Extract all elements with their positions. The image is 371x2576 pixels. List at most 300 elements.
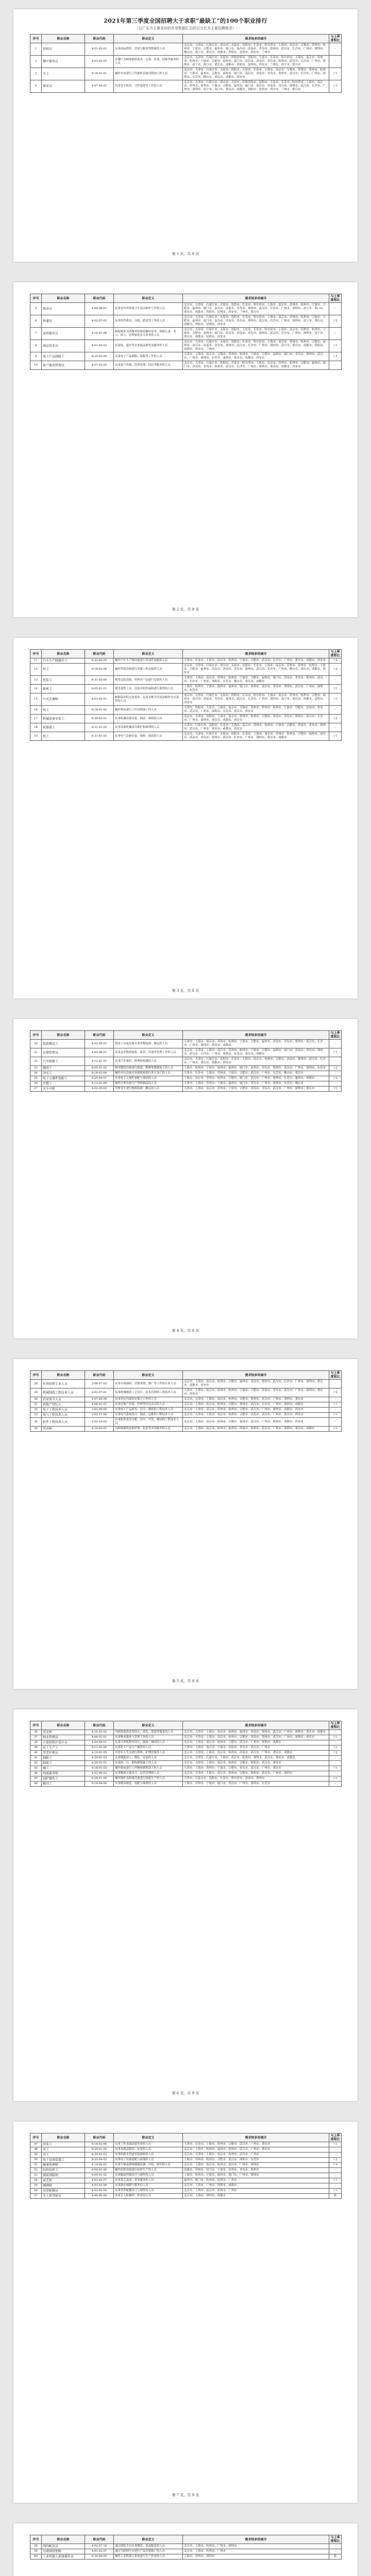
- cell-occupation-code: 4-03-02-08: [85, 2183, 114, 2189]
- cell-definition: 从事机械设备安装、调试、维修的人员: [114, 715, 183, 723]
- cell-change: ↑1: [329, 2142, 342, 2147]
- cell-seq: 46: [30, 1782, 42, 1787]
- cell-occupation-code: 6-25-03-00: [85, 352, 114, 361]
- header-definition: 职业定义: [114, 1721, 183, 1730]
- cell-occupation-name: 网约配送员: [42, 2544, 85, 2549]
- table-row: [30, 2549, 342, 2554]
- table-row: [30, 56, 342, 68]
- cell-definition: 在餐厅为顾客提供迎宾、点菜、传菜、结账等服务的人员: [114, 56, 183, 68]
- cell-cities: 天津市、上海市、南京市、宁波市、济南市、青岛市、武汉市、广州市: [183, 1745, 329, 1751]
- cell-definition: 从事物流方案设计、运营管理的人员: [114, 1771, 183, 1776]
- cell-change: ↑2: [329, 715, 342, 723]
- header-definition: 职业定义: [114, 294, 183, 303]
- cell-occupation-name: 治安保卫人员: [42, 1397, 85, 1402]
- table-row: [30, 1771, 342, 1776]
- cell-change: ↓1: [329, 732, 342, 741]
- table-row: [30, 732, 342, 741]
- cell-change: -: [329, 1071, 342, 1076]
- table-row: [30, 693, 342, 706]
- cell-change: -: [329, 1761, 342, 1766]
- cell-seq: 7: [30, 328, 42, 340]
- cell-change: ↓2: [329, 1066, 342, 1071]
- table-row: [30, 340, 342, 352]
- table-header-row: [30, 294, 342, 303]
- header-code: 职业代码: [85, 650, 114, 658]
- cell-occupation-name: 车工: [42, 68, 85, 80]
- cell-seq: 3: [30, 68, 42, 80]
- cell-definition: 从事客户咨询、投诉处理、回访等服务的人员: [114, 361, 183, 370]
- cell-definition: 对老年人生活进行照料、护理的服务人员: [114, 1751, 183, 1756]
- cell-seq: 30: [30, 1397, 42, 1402]
- header-seq: 序号: [30, 35, 42, 43]
- header-change: 与上季度相比: [329, 1721, 342, 1730]
- table-row: [30, 1766, 342, 1771]
- cell-seq: 20: [30, 1040, 42, 1048]
- cell-seq: 27: [30, 1087, 42, 1092]
- document-page: [13, 282, 358, 617]
- table-row: [30, 1745, 342, 1751]
- cell-cities: 北京市、天津市、石家庄市、太原市、沈阳市、长春市、哈尔滨市、上海市、南京市、苏州市、杭州市、合肥市、福州市、南昌市、济南市、青岛市、郑州市、武汉市、长沙市、广州市、深圳市、南宁市、重庆市、成都市、昆明市、西安市: [183, 693, 329, 706]
- header-change: 与上季度相比: [329, 2535, 342, 2544]
- cell-change: ↓1: [329, 340, 342, 352]
- header-code: 职业代码: [85, 1031, 114, 1040]
- table-row: [30, 723, 342, 732]
- cell-change: -: [329, 361, 342, 370]
- cell-change: -: [329, 303, 342, 315]
- cell-definition: 从事物业服务与管理工作的人员: [114, 1735, 183, 1740]
- cell-cities: 上海市、杭州市、宁波市、温州市、福州市、厦门市、泉州市、青岛市、郑州市、武汉市、广州市、深圳市、东莞市: [183, 1066, 329, 1071]
- header-seq: 序号: [30, 1721, 42, 1730]
- cell-definition: 根据要求为所服务的家庭操持家务，照顾儿童、老人、病人，管理家庭有关事务的人员: [114, 328, 183, 340]
- cell-occupation-name: 物业管理员: [42, 1735, 85, 1740]
- cell-change: -: [329, 56, 342, 68]
- header-cities: 需求较多的城市: [183, 2133, 329, 2142]
- cell-seq: 23: [30, 1066, 42, 1071]
- header-seq: 序号: [30, 1371, 42, 1380]
- cell-definition: 从事酒水调制与服务的人员: [114, 2183, 183, 2189]
- table-row: [30, 658, 342, 664]
- table-row: [30, 361, 342, 370]
- table-row: [30, 1751, 342, 1756]
- cell-occupation-code: 6-28-01-06: [85, 1776, 114, 1782]
- cell-change: ↓1: [329, 693, 342, 706]
- cell-occupation-name: 软件工程技术人员: [42, 1418, 85, 1427]
- cell-cities: 北京市、天津市、石家庄市、沈阳市、长春市、上海市、南京市、杭州市、合肥市、济南市、郑州市、武汉市、长沙市、广州市、重庆市、成都市、西安市: [183, 1057, 329, 1066]
- cell-change: ↑4: [329, 658, 342, 664]
- cell-change: ↑2: [329, 1751, 342, 1756]
- cell-seq: 54: [30, 2178, 42, 2183]
- table-row: [30, 1076, 342, 1081]
- cell-definition: 从事机械制造工艺设计、技术管理的工程技术人员: [114, 1388, 183, 1397]
- cell-occupation-code: 6-29-03-03: [85, 2153, 114, 2158]
- cell-change: -: [329, 1040, 342, 1048]
- table-header-row: [30, 2535, 342, 2544]
- cell-definition: 通过互联网平台进行产品营销推广的人员: [114, 2549, 183, 2554]
- cell-cities: 北京市、上海市、杭州市、广州市、深圳市: [183, 2544, 329, 2549]
- cell-occupation-code: 6-13-01-00: [85, 1081, 114, 1087]
- cell-change: -: [329, 328, 342, 340]
- cell-definition: 从事砖、石、砌块砌筑施工的人员: [114, 1761, 183, 1766]
- cell-cities: 北京市、上海市、深圳市、成都市: [183, 2194, 329, 2199]
- cell-seq: 35: [30, 1427, 42, 1432]
- cell-cities: 北京市、天津市、石家庄市、太原市、沈阳市、长春市、上海市、南京市、苏州市、杭州市、合肥市、福州市、南昌市、济南市、青岛市、郑州市、武汉市、长沙市、广州市、深圳市、重庆市、成都市: [183, 732, 329, 741]
- cell-definition: 从事安全防范、守护巡逻等工作的人员: [114, 80, 183, 93]
- cell-definition: 从事无人机操控、作业的人员: [114, 2194, 183, 2199]
- cell-occupation-name: 保洁员: [42, 303, 85, 315]
- header-cities: 需求较多的城市: [183, 294, 329, 303]
- header-cities: 需求较多的城市: [183, 650, 329, 658]
- table-row: [30, 1427, 342, 1432]
- cell-occupation-code: 6-29-01-05: [85, 2147, 114, 2153]
- table-row: [30, 2142, 342, 2147]
- cell-occupation-code: 4-03-02-04: [85, 2189, 114, 2194]
- cell-occupation-name: 中式烹调师: [42, 693, 85, 706]
- cell-definition: 从事电气设备安装、维修、调试的人员: [114, 732, 183, 741]
- cell-occupation-name: 机械制造工程技术人员: [42, 1388, 85, 1397]
- header-name: 职业名称: [42, 2535, 85, 2544]
- cell-definition: 根据菜肴特点及要求，运用各种烹饪技法制作中式菜肴的人员: [114, 693, 183, 706]
- table-header-row: [30, 1721, 342, 1730]
- cell-definition: 操作焊接设备进行金属工件连接的人员: [114, 664, 183, 676]
- cell-occupation-name: 快递员: [42, 315, 85, 328]
- cell-cities: 上海市、苏州市、杭州市、合肥市、武汉市、深圳市、东莞市: [183, 2158, 329, 2163]
- cell-definition: 操作注塑设备生产塑料制品的人员: [114, 1081, 183, 1087]
- cell-cities: 北京市、天津市、石家庄市、上海市、南京市、杭州市、郑州市、武汉市、重庆市、成都市: [183, 1756, 329, 1761]
- cell-definition: 从事给排水管道安装维修的人员: [114, 2153, 183, 2158]
- cell-occupation-name: 房地产经纪人: [42, 1402, 85, 1408]
- cell-seq: 12: [30, 664, 42, 676]
- cell-cities: 北京市、上海市、南京市、杭州市、福州市、济南市、郑州市、武汉市、广州市、深圳市、重庆市、成都市: [183, 1427, 329, 1432]
- cell-seq: 57: [30, 2194, 42, 2199]
- cell-definition: 从事电子产品制版、装配等工作的人员: [114, 352, 183, 361]
- cell-seq: 10: [30, 361, 42, 370]
- cell-seq: 8: [30, 340, 42, 352]
- cell-occupation-name: 砌筑工: [42, 1761, 85, 1766]
- cell-occupation-code: 4-12-01-01: [85, 1057, 114, 1066]
- table-row: [30, 315, 342, 328]
- cell-occupation-name: 电子设备装接工: [42, 2158, 85, 2163]
- cell-occupation-name: 仓储管理员: [42, 1048, 85, 1057]
- header-name: 职业名称: [42, 1371, 85, 1380]
- cell-definition: 为顾客提供发型设计、剪发、烫染等服务的人员: [114, 1730, 183, 1735]
- header-code: 职业代码: [85, 294, 114, 303]
- cell-occupation-code: 6-18-01-01: [85, 68, 114, 80]
- cell-occupation-name: 电子工程技术人员: [42, 1408, 85, 1413]
- cell-occupation-code: 6-18-03-00: [85, 1071, 114, 1076]
- cell-cities: 福州市、厦门市、杭州市、昆明市、广州市: [183, 2178, 329, 2183]
- cell-occupation-name: 家政服务员: [42, 328, 85, 340]
- cell-seq: 4: [30, 80, 42, 93]
- cell-occupation-name: 计算机程序设计员: [42, 1740, 85, 1745]
- cell-occupation-name: 注塑工: [42, 1081, 85, 1087]
- table-row: [30, 1388, 342, 1397]
- cell-definition: 通过网络平台从事餐饮、商品配送的人员: [114, 2544, 183, 2549]
- cell-occupation-name: 涂装工: [42, 2142, 85, 2147]
- cell-occupation-name: 汽车维修工: [42, 1057, 85, 1066]
- cell-seq: 60: [30, 2554, 42, 2560]
- cell-cities: 天津市、上海市、苏州市、宁波市、合肥市、青岛市、武汉市、广州市、重庆市: [183, 1766, 329, 1771]
- occupation-table: [30, 1721, 342, 1787]
- table-row: [30, 1408, 342, 1413]
- table-row: [30, 303, 342, 315]
- cell-occupation-code: 4-02-06-01: [85, 1048, 114, 1057]
- cell-definition: 从事化工产品生产操作的人员: [114, 1745, 183, 1751]
- cell-seq: 40: [30, 1751, 42, 1756]
- cell-change: ↓2: [329, 1427, 342, 1432]
- cell-definition: 从事茶艺表演、茶事服务的人员: [114, 2178, 183, 2183]
- header-cities: 需求较多的城市: [183, 35, 329, 43]
- cell-seq: 44: [30, 1771, 42, 1776]
- table-row: [30, 1782, 342, 1787]
- cell-occupation-code: 6-05-01-02: [85, 2173, 114, 2178]
- cell-occupation-name: 木工: [42, 2147, 85, 2153]
- header-seq: 序号: [30, 294, 42, 303]
- cell-definition: 从事营养配餐设计与制作的人员: [114, 2189, 183, 2194]
- cell-occupation-code: 6-18-01-02: [85, 706, 114, 715]
- table-row: [30, 2544, 342, 2549]
- cell-occupation-code: 2-06-07-02: [85, 1380, 114, 1388]
- cell-occupation-code: 6-25-04-02: [85, 2158, 114, 2163]
- cell-change: -: [329, 1730, 342, 1735]
- header-cities: 需求较多的城市: [183, 1371, 329, 1380]
- cell-cities: 北京市、天津市、沈阳市、上海市、南京市、苏州市、杭州市、合肥市、济南市、青岛市、郑州市、武汉市、长沙市、广州市、深圳市、重庆市、成都市、西安市: [183, 715, 329, 723]
- cell-seq: 53: [30, 2173, 42, 2178]
- cell-change: ↓1: [329, 1402, 342, 1408]
- table-row: [30, 2194, 342, 2199]
- table-row: [30, 1776, 342, 1782]
- cell-occupation-name: 包装工: [42, 676, 85, 685]
- cell-occupation-code: 4-10-01-05: [85, 1751, 114, 1756]
- cell-occupation-code: 6-31-01-02: [85, 723, 114, 732]
- cell-definition: 从事电子设备装配与接线的人员: [114, 2158, 183, 2163]
- table-row: [30, 1087, 342, 1092]
- header-change: 与上季度相比: [329, 650, 342, 658]
- cell-cities: 北京市、天津市、石家庄市、太原市、沈阳市、大连市、长春市、哈尔滨市、上海市、南京市、苏州市、杭州市、宁波市、合肥市、福州市、厦门市、南昌市、济南市、青岛市、郑州市、武汉市、长沙市、广州市、深圳市、南宁市、重庆市、成都市、昆明市、西安市: [183, 328, 329, 340]
- cell-occupation-name: 焊工: [42, 664, 85, 676]
- cell-definition: 从事钢筋加工、绑扎、安装的人员: [114, 1756, 183, 1761]
- table-row: [30, 1740, 342, 1745]
- cell-definition: 从事商品销售、洽谈与服务等职能的人员: [114, 43, 183, 56]
- table-header-row: [30, 1031, 342, 1040]
- cell-cities: 北京市、天津市、石家庄市、太原市、沈阳市、长春市、哈尔滨市、上海市、南京市、苏州市、杭州市、合肥市、福州市、南昌市、济南市、青岛市、郑州市、武汉市、长沙市、广州市、深圳市、南宁市、重庆市、成都市、贵阳市、昆明市、西安市、兰州市: [183, 340, 329, 352]
- page-number: 第 1 页，共 8 页: [172, 252, 199, 256]
- cell-seq: 2: [30, 56, 42, 68]
- cell-occupation-code: 4-07-02-03: [85, 361, 114, 370]
- cell-change: -: [329, 1756, 342, 1761]
- cell-seq: 55: [30, 2183, 42, 2189]
- page-number: 第 7 页，共 8 页: [172, 2493, 199, 2497]
- cell-occupation-name: 电气工程技术人员: [42, 1413, 85, 1418]
- document-page: [13, 1359, 358, 1689]
- cell-change: -: [329, 2153, 342, 2158]
- cell-occupation-code: 4-10-01-06: [85, 328, 114, 340]
- occupation-table: [30, 34, 342, 93]
- header-seq: 序号: [30, 650, 42, 658]
- page-number: 第 6 页，共 8 页: [172, 2091, 199, 2095]
- cell-occupation-code: 6-18-01-03: [85, 1766, 114, 1771]
- cell-cities: 北京市、天津市、上海市、南京市、杭州市、济南市、武汉市、广州市、重庆市、成都市: [183, 1751, 329, 1756]
- cell-occupation-name: 客户服务管理员: [42, 361, 85, 370]
- cell-change: ↑1: [329, 1048, 342, 1057]
- cell-occupation-name: 锅炉操作工: [42, 1776, 85, 1782]
- cell-occupation-code: 2-02-10-03: [85, 1418, 114, 1427]
- cell-cities: 北京市、上海市、南京市、杭州市、合肥市、武汉市、广州市、深圳市、成都市: [183, 1740, 329, 1745]
- header-definition: 职业定义: [114, 1031, 183, 1040]
- cell-change: ↑1: [329, 1413, 342, 1418]
- table-row: [30, 715, 342, 723]
- cell-seq: 16: [30, 706, 42, 715]
- cell-occupation-name: 互联网营销师: [42, 2549, 85, 2554]
- cell-seq: 42: [30, 1761, 42, 1766]
- cell-definition: 从事服装样板设计与制作的人员: [114, 2173, 183, 2178]
- table-row: [30, 685, 342, 693]
- table-row: [30, 2147, 342, 2153]
- cell-occupation-name: 商品营业员: [42, 340, 85, 352]
- cell-definition: 从事工件表面涂装作业的人员: [114, 2142, 183, 2147]
- cell-seq: 41: [30, 1756, 42, 1761]
- cell-occupation-code: 6-05-01-03: [85, 1066, 114, 1071]
- cell-occupation-code: 6-04-01-00: [85, 2168, 114, 2173]
- cell-change: ↑3: [329, 352, 342, 361]
- table-header-row: [30, 1371, 342, 1380]
- cell-seq: 9: [30, 352, 42, 361]
- cell-occupation-name: 美发师: [42, 1730, 85, 1735]
- cell-cities: 北京市、天津市、石家庄市、太原市、沈阳市、大连市、长春市、上海市、南京市、无锡市、苏州市、常州市、杭州市、宁波市、温州市、合肥市、福州市、厦门市、南昌市、济南市、青岛市、郑州市、武汉市、长沙市、广州市、深圳市、东莞市、佛山市、重庆市、成都市、西安市: [183, 68, 329, 80]
- cell-definition: 操作铣床进行工件切削加工的人员: [114, 706, 183, 715]
- cell-change: -: [329, 2147, 342, 2153]
- occupation-table: [30, 294, 342, 370]
- header-definition: 职业定义: [114, 650, 183, 658]
- header-change: 与上季度相比: [329, 294, 342, 303]
- cell-seq: 14: [30, 685, 42, 693]
- table-row: [30, 1761, 342, 1766]
- cell-occupation-code: 6-29-01-01: [85, 1761, 114, 1766]
- cell-occupation-code: 6-31-03-00: [85, 676, 114, 685]
- cell-occupation-code: 6-18-04-00: [85, 1782, 114, 1787]
- cell-occupation-code: 6-18-02-06: [85, 2142, 114, 2147]
- occupation-table: [30, 2133, 342, 2199]
- cell-cities: 上海市、苏州市、宁波市、厦门市、青岛市、广州市、深圳市、东莞市: [183, 1782, 329, 1787]
- cell-cities: 天津市、上海市、南京市、苏州市、杭州市、宁波市、合肥市、福州市、济南市、青岛市、郑州市、武汉市、长沙市、广州市、深圳市、重庆市、成都市: [183, 1040, 329, 1048]
- table-row: [30, 2178, 342, 2183]
- cell-occupation-name: 养老护理员: [42, 1751, 85, 1756]
- table-row: [30, 68, 342, 80]
- cell-definition: 使用包装设备、材料对产品进行包装的人员: [114, 676, 183, 685]
- cell-cities: 上海市、杭州市、宁波市、温州市、福州市、厦门市、泉州市、南昌市、青岛市、郑州市、武汉市、广州市、深圳市、东莞市: [183, 685, 329, 693]
- cell-definition: 使用裁剪工具、设备对纺织面料进行裁剪的人员: [114, 685, 183, 693]
- document-page: [13, 9, 358, 262]
- header-definition: 职业定义: [114, 2133, 183, 2142]
- table-row: [30, 2189, 342, 2194]
- cell-occupation-name: 装卸搬运工: [42, 1040, 85, 1048]
- cell-cities: 北京市、天津市、石家庄市、沈阳市、长春市、哈尔滨市、上海市、南京市、苏州市、杭州市、合肥市、福州市、厦门市、济南市、青岛市、郑州市、武汉市、长沙市、广州市、深圳市、重庆市、成都市、西安市: [183, 361, 329, 370]
- cell-seq: 31: [30, 1402, 42, 1408]
- cell-seq: 36: [30, 1730, 42, 1735]
- cell-change: 新: [329, 2554, 342, 2560]
- header-definition: 职业定义: [114, 2535, 183, 2544]
- table-row: [30, 43, 342, 56]
- cell-definition: 操作锅炉及附属设备进行热能生产的人员: [114, 1776, 183, 1782]
- occupation-table: [30, 2535, 342, 2560]
- cell-change: -: [329, 723, 342, 732]
- cell-change: -: [329, 676, 342, 685]
- cell-seq: 28: [30, 1380, 42, 1388]
- cell-seq: 15: [30, 693, 42, 706]
- cell-occupation-name: 化工生产工: [42, 1745, 85, 1751]
- cell-change: -: [329, 1408, 342, 1413]
- cell-occupation-name: 餐厅服务员: [42, 56, 85, 68]
- cell-change: -: [329, 1782, 342, 1787]
- cell-cities: 天津市、上海市、苏州市、宁波市、温州市、厦门市、青岛市、广州市、深圳市、东莞市、佛山市: [183, 1081, 329, 1087]
- cell-cities: 天津市、上海市、南京市、无锡市、苏州市、杭州市、宁波市、合肥市、福州市、厦门市、青岛市、郑州市、武汉市、广州市、深圳市、东莞市、惠州市、重庆市、成都市、西安市: [183, 352, 329, 361]
- cell-change: ↑1: [329, 68, 342, 80]
- cell-definition: 操作车床进行工件旋转表面切削加工的人员: [114, 68, 183, 80]
- cell-occupation-code: 4-02-07-10: [85, 2544, 114, 2549]
- cell-change: ↓2: [329, 664, 342, 676]
- occupation-table: [30, 1370, 342, 1432]
- cell-occupation-code: 4-10-03-01: [85, 1427, 114, 1432]
- cell-seq: 1: [30, 43, 42, 56]
- cell-definition: 从事仓库物资验收、保管、发放等管理工作的人员: [114, 1048, 183, 1057]
- header-code: 职业代码: [85, 35, 114, 43]
- cell-change: -: [329, 1740, 342, 1745]
- table-row: [30, 2173, 342, 2178]
- cell-cities: 北京市、天津市、上海市、南京市、杭州市、福州市、济南市、郑州市、武汉市、广州市、深圳市、重庆市、成都市: [183, 1730, 329, 1735]
- cell-occupation-name: 美容师: [42, 1427, 85, 1432]
- table-row: [30, 1756, 342, 1761]
- cell-seq: 17: [30, 715, 42, 723]
- cell-occupation-code: 6-29-01-03: [85, 1756, 114, 1761]
- table-row: [30, 2554, 342, 2560]
- cell-seq: 43: [30, 1766, 42, 1771]
- cell-change: -: [329, 1771, 342, 1776]
- cell-change: ↓1: [329, 1745, 342, 1751]
- cell-occupation-name: 电工: [42, 732, 85, 741]
- cell-cities: 北京市、天津市、石家庄市、唐山市、太原市、沈阳市、长春市、上海市、南京市、苏州市、常州市、杭州市、宁波市、合肥市、福州市、南昌市、济南市、青岛市、郑州市、武汉市、长沙市、广州市、佛山市、重庆市、成都市、西安市: [183, 664, 329, 676]
- cell-change: -: [329, 1081, 342, 1087]
- cell-occupation-name: 茶艺师: [42, 2178, 85, 2183]
- cell-cities: 天津市、长春市、上海市、苏州市、合肥市、武汉市、广州市、重庆市: [183, 2142, 329, 2147]
- cell-seq: 58: [30, 2544, 42, 2549]
- cell-occupation-code: 4-02-05-01: [85, 1040, 114, 1048]
- cell-occupation-name: 无人机驾驶员: [42, 2194, 85, 2199]
- cell-definition: 从事单位内部治安保卫工作的人员: [114, 1397, 183, 1402]
- cell-occupation-name: 机械设备安装工: [42, 715, 85, 723]
- header-code: 职业代码: [85, 2133, 114, 2142]
- cell-cities: 北京市、天津市、上海市、南京市、杭州市、武汉市、广州市: [183, 2153, 329, 2158]
- table-row: [30, 1730, 342, 1735]
- header-code: 职业代码: [85, 1721, 114, 1730]
- cell-cities: 北京市、上海市、南京市、杭州市、合肥市、福州市、济南市、郑州市、武汉市、长沙市、广州市、深圳市、重庆市、成都市、西安市: [183, 1380, 329, 1388]
- table-row: [30, 1057, 342, 1066]
- cell-definition: 从事室内外环境卫生清洁维护工作的人员: [114, 303, 183, 315]
- header-change: 与上季度相比: [329, 1371, 342, 1380]
- cell-definition: 操作工业机器人系统进行生产作业的人员: [114, 2554, 183, 2560]
- cell-occupation-code: 4-06-02-01: [85, 1735, 114, 1740]
- cell-definition: 从事模具制造、装配与维修的人员: [114, 1782, 183, 1787]
- cell-occupation-name: 物流服务师: [42, 1771, 85, 1776]
- cell-seq: 22: [30, 1057, 42, 1066]
- document-page: [13, 638, 358, 998]
- cell-seq: 26: [30, 1081, 42, 1087]
- cell-seq: 56: [30, 2189, 42, 2194]
- header-name: 职业名称: [42, 1721, 85, 1730]
- cell-change: -: [329, 43, 342, 56]
- cell-seq: 24: [30, 1071, 42, 1076]
- cell-cities: 北京市、上海市、杭州市、福州市、郑州市、武汉市、广州市、重庆市: [183, 2147, 329, 2153]
- table-row: [30, 1066, 342, 1071]
- cell-change: -: [329, 1380, 342, 1388]
